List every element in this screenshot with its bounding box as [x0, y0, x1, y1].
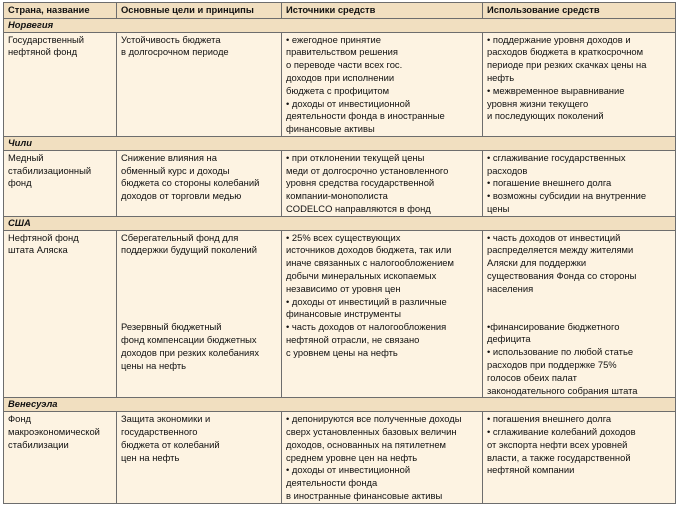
text-line: Аляски для поддержки [487, 257, 587, 269]
text-line: CODELCO направляются в фонд [286, 202, 431, 214]
text-line: Государственный [8, 33, 85, 45]
uses-cell [483, 32, 676, 136]
text-line: штата Аляска [8, 244, 68, 256]
text-line: нефтяной отрасли, не связано [286, 333, 420, 345]
table-row [4, 150, 676, 216]
table-row [4, 230, 676, 398]
text-line: стабилизации [8, 438, 69, 450]
text-line: правительством решения [286, 46, 398, 58]
uses-cell [483, 230, 676, 398]
text-line: доходов при исполнении [286, 71, 395, 83]
text-line: расходов бюджета в краткосрочном [487, 46, 644, 58]
country-name: Норвегия [4, 18, 676, 32]
table-row [4, 412, 676, 504]
text-line: среднем уровне цен на нефть [286, 451, 418, 463]
header-goals: Основные цели и принципы [117, 3, 282, 19]
text-line: •финансирование бюджетного [487, 320, 620, 332]
sources-cell [282, 150, 483, 216]
text-line: голосов обеих палат [487, 371, 577, 383]
text-line: • межвременное выравнивание [487, 84, 625, 96]
text-line: финансовые активы [286, 123, 375, 135]
text-line: распределяется между жителями [487, 244, 634, 256]
funds-table [3, 2, 676, 504]
text-line: фонд компенсации бюджетных [121, 333, 257, 345]
spacer [487, 296, 671, 321]
header-sources: Источники средств [282, 3, 483, 19]
text-line: расходов [487, 164, 528, 176]
fund-name-cell [4, 412, 117, 504]
text-line: о переводе части всех гос. [286, 59, 403, 71]
text-line: нефть [487, 71, 515, 83]
text-line: Медный [8, 151, 44, 163]
text-line: Снижение влияния на [121, 151, 217, 163]
funds-table-container [3, 2, 675, 504]
sources-cell [282, 230, 483, 398]
text-line: бюджета со стороны колебаний [121, 177, 260, 189]
text-line: финансовые инструменты [286, 308, 402, 320]
header-uses: Использование средств [483, 3, 676, 19]
fund-name-cell [4, 150, 117, 216]
table-row [4, 32, 676, 136]
text-line: макроэкономической [8, 425, 100, 437]
text-line: Нефтяной фонд [8, 231, 79, 243]
text-line: государственного [121, 425, 198, 437]
text-line: бюджета с профицитом [286, 84, 390, 96]
text-line: • сглаживание государственных [487, 151, 626, 163]
text-line: иначе связанных с налогообложением [286, 257, 454, 269]
text-line: законодательного собрания штата [487, 384, 638, 396]
country-name: Венесуэла [4, 398, 676, 412]
text-line: • ежегодное принятие [286, 33, 381, 45]
text-line: сверх установленных базовых величин [286, 425, 457, 437]
section-row-chile [4, 136, 676, 150]
text-line: власти, а также государственной [487, 451, 631, 463]
text-line: источников доходов бюджета, так или [286, 244, 452, 256]
text-line: доходов, основанных на пятилетнем [286, 438, 446, 450]
text-line: • часть доходов от инвестиций [487, 231, 621, 243]
text-line: дефицита [487, 333, 531, 345]
section-row-norway [4, 18, 676, 32]
text-line: уровня жизни текущего [487, 97, 589, 109]
text-line: обменный курс и доходы [121, 164, 230, 176]
text-line: • депонируются все полученные доходы [286, 413, 462, 425]
goals-cell [117, 412, 282, 504]
goals-cell [117, 32, 282, 136]
text-line: поддержки будущий поколений [121, 244, 257, 256]
text-line: населения [487, 282, 534, 294]
text-line: в долгосрочном периоде [121, 46, 229, 58]
text-line: • доходы от инвестиций в различные [286, 295, 447, 307]
text-line: • использование по любой статье [487, 346, 634, 358]
text-line: • доходы от инвестиционной [286, 97, 411, 109]
fund-name-cell [4, 230, 117, 398]
fund-name-cell [4, 32, 117, 136]
goals-cell [117, 230, 282, 398]
text-line: в иностранные финансовые активы [286, 489, 443, 501]
text-line: компании-монополиста [286, 190, 388, 202]
text-line: уровня средства государственной [286, 177, 435, 189]
country-name: Чили [4, 136, 676, 150]
text-line: цен на нефть [121, 451, 180, 463]
text-line: • погашение внешнего долга [487, 177, 612, 189]
text-line: Сберегательный фонд для [121, 231, 239, 243]
text-line: доходов при резких колебаниях [121, 346, 260, 358]
text-line: цены на нефть [121, 359, 187, 371]
header-row [4, 3, 676, 19]
text-line: • погашения внешнего долга [487, 413, 612, 425]
text-line: • при отклонении текущей цены [286, 151, 425, 163]
text-line: нефтяной фонд [8, 46, 78, 58]
text-line: стабилизационный [8, 164, 92, 176]
text-line: расходов при поддержке 75% [487, 358, 617, 370]
text-line: от экспорта нефти всех уровней [487, 438, 628, 450]
text-line: Устойчивость бюджета [121, 33, 221, 45]
text-line: доходов от торговли медью [121, 190, 242, 202]
text-line: добычи минеральных ископаемых [286, 269, 437, 281]
text-line: • возможны субсидии на внутренние [487, 190, 647, 202]
text-line: существования Фонда со стороны [487, 269, 637, 281]
text-line: • 25% всех существующих [286, 231, 401, 243]
text-line: фонд [8, 177, 32, 189]
text-line: • часть доходов от налогообложения [286, 321, 447, 333]
spacer [121, 257, 277, 321]
goals-cell [117, 150, 282, 216]
text-line: Защита экономики и [121, 413, 211, 425]
header-country: Страна, название [4, 3, 117, 19]
text-line: бюджета от колебаний [121, 438, 220, 450]
country-name: США [4, 216, 676, 230]
text-line: • поддержание уровня доходов и [487, 33, 631, 45]
sources-cell [282, 412, 483, 504]
text-line: нефтяной компании [487, 464, 575, 476]
text-line: Фонд [8, 413, 31, 425]
section-row-venezuela [4, 398, 676, 412]
text-line: с уровнем цены на нефть [286, 346, 398, 358]
sources-cell [282, 32, 483, 136]
section-row-usa [4, 216, 676, 230]
text-line: периоде при резких скачках цены на [487, 59, 647, 71]
text-line: • доходы от инвестиционной [286, 464, 411, 476]
text-line: • сглаживание колебаний доходов [487, 425, 636, 437]
uses-cell [483, 150, 676, 216]
text-line: независимо от уровня цен [286, 282, 401, 294]
text-line: деятельности фонда в иностранные [286, 110, 445, 122]
text-line: Резервный бюджетный [121, 321, 222, 333]
uses-cell [483, 412, 676, 504]
text-line: меди от долгосрочно установленного [286, 164, 449, 176]
text-line: деятельности фонда [286, 477, 378, 489]
text-line: и последующих поколений [487, 110, 604, 122]
text-line: цены [487, 202, 510, 214]
